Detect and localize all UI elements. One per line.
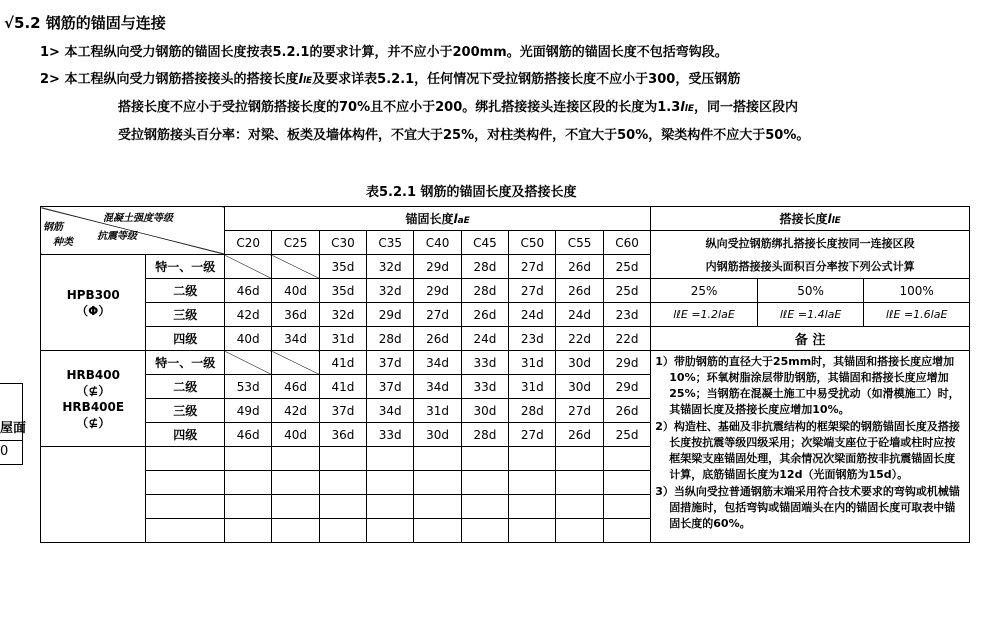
- grade-c20: C20: [225, 231, 272, 255]
- steel-symbol: （Φ）: [76, 303, 111, 318]
- side-label-roof: 屋面: [0, 421, 27, 436]
- value-cell: 26d: [556, 255, 603, 279]
- value-cell: 33d: [367, 423, 414, 447]
- value-cell: 25d: [603, 255, 650, 279]
- value-cell-empty: [225, 255, 272, 279]
- value-cell: 35d: [319, 279, 366, 303]
- table-caption: 表5.2.1 钢筋的锚固长度及搭接长度: [366, 185, 577, 200]
- value-cell: 32d: [319, 303, 366, 327]
- value-cell-empty: [225, 351, 272, 375]
- value-cell: 40d: [272, 279, 319, 303]
- value-cell: 30d: [556, 351, 603, 375]
- value-cell: 31d: [509, 375, 556, 399]
- value-cell: 22d: [603, 327, 650, 351]
- paragraph-2-end: 及要求详表5.2.1，任何情况下受拉钢筋搭接长度不应小于300，受压钢筋: [312, 72, 741, 87]
- value-cell: 29d: [603, 351, 650, 375]
- value-cell: 26d: [414, 327, 461, 351]
- value-cell: 23d: [603, 303, 650, 327]
- grade-c45: C45: [461, 231, 508, 255]
- lap-header-subscript: lE: [831, 216, 841, 226]
- seismic-level: 特一、一级: [146, 351, 225, 375]
- value-cell: 27d: [509, 255, 556, 279]
- value-cell: 41d: [319, 351, 366, 375]
- value-cell: 26d: [556, 279, 603, 303]
- empty-type-cell: [41, 447, 146, 543]
- value-cell: 34d: [367, 399, 414, 423]
- seismic-level: 二级: [146, 279, 225, 303]
- note-2: 2）构造柱、基础及非抗震结构的框架梁的钢筋锚固长度及搭接长度按抗震等级四级采用；次梁端支座位于砼墙或柱时应按框架梁支座锚固处理，其余情况次梁面筋按非抗震锚固长度计算，底筋锚固长度为12d（光面钢筋为15d）。: [655, 420, 960, 481]
- value-cell: 27d: [414, 303, 461, 327]
- value-cell: 32d: [367, 279, 414, 303]
- value-cell: 23d: [509, 327, 556, 351]
- grade-c60: C60: [603, 231, 650, 255]
- value-cell: 37d: [367, 351, 414, 375]
- value-cell: 22d: [556, 327, 603, 351]
- paragraph-1: 1> 本工程纵向受力钢筋的锚固长度按表5.2.1的要求计算，并不应小于200mm。光面钢筋的锚固长度不包括弯钩段。: [40, 45, 728, 60]
- value-cell: 31d: [319, 327, 366, 351]
- value-cell-empty: [272, 255, 319, 279]
- value-cell: 26d: [603, 399, 650, 423]
- grade-c35: C35: [367, 231, 414, 255]
- value-cell: 49d: [225, 399, 272, 423]
- anchor-subscript: aE: [457, 216, 470, 226]
- lap-description: [651, 231, 970, 279]
- value-cell: 26d: [556, 423, 603, 447]
- lap-length-header: [651, 207, 970, 231]
- seismic-level: 二级: [146, 375, 225, 399]
- paragraph-3-start: 搭接长度不应小于受拉钢筋搭接长度的70%且不应小于200。绑扎搭接接头连接区段的长度为1.3: [118, 100, 681, 115]
- lap-subscript-2: lE: [684, 104, 694, 114]
- value-cell: 53d: [225, 375, 272, 399]
- value-cell: 28d: [461, 423, 508, 447]
- value-cell: 42d: [225, 303, 272, 327]
- value-cell: 31d: [414, 399, 461, 423]
- lap-pct-25: 25%: [651, 279, 758, 303]
- remarks-notes: [651, 351, 970, 543]
- paragraph-2-start: 2> 本工程纵向受力钢筋搭接接头的搭接长度: [40, 72, 299, 87]
- value-cell: 28d: [367, 327, 414, 351]
- value-cell: 34d: [272, 327, 319, 351]
- grade-c55: C55: [556, 231, 603, 255]
- value-cell: 34d: [414, 375, 461, 399]
- value-cell: 33d: [461, 351, 508, 375]
- anchor-symbol: l: [453, 212, 458, 226]
- value-cell: 30d: [556, 375, 603, 399]
- value-cell: 30d: [414, 423, 461, 447]
- lap-formula-100: lℓE =1.6laE: [864, 303, 970, 327]
- grade-c50: C50: [509, 231, 556, 255]
- diag-label-type: 种类: [53, 237, 73, 248]
- value-cell: 24d: [509, 303, 556, 327]
- steel-name-2: HRB400E: [62, 399, 125, 414]
- steel-name: HRB400: [66, 367, 120, 382]
- lap-formula-50: lℓE =1.4laE: [757, 303, 864, 327]
- value-cell: 24d: [556, 303, 603, 327]
- value-cell: 35d: [319, 255, 366, 279]
- value-cell: 28d: [509, 399, 556, 423]
- value-cell: 37d: [367, 375, 414, 399]
- diag-label-concrete: 混凝土强度等级: [103, 213, 173, 224]
- value-cell: 34d: [414, 351, 461, 375]
- seismic-level: 三级: [146, 399, 225, 423]
- steel-name: HPB300: [66, 287, 120, 302]
- side-label-zero: 0: [0, 444, 9, 459]
- diagonal-header-cell: [41, 207, 225, 255]
- paragraph-4: 受拉钢筋接头百分率：对梁、板类及墙体构件，不宜大于25%，对柱类构件，不宜大于50%，梁类构件不应大于50%。: [118, 128, 810, 143]
- lap-symbol-2: l: [680, 100, 685, 115]
- anchor-length-header: [225, 207, 651, 231]
- steel-symbol: （⊈）: [76, 383, 111, 398]
- value-cell: 29d: [414, 279, 461, 303]
- value-cell: 27d: [509, 279, 556, 303]
- value-cell: 36d: [272, 303, 319, 327]
- lap-pct-50: 50%: [757, 279, 864, 303]
- lap-subscript: lE: [302, 76, 313, 86]
- value-cell: 25d: [603, 423, 650, 447]
- note-3: 3）当纵向受拉普通钢筋末端采用符合技术要求的弯钩或机械锚固措施时，包括弯钩或锚固端头在内的锚固长度可取表中锚固长度的60%。: [655, 485, 960, 530]
- value-cell: 46d: [272, 375, 319, 399]
- diag-label-seismic: 抗震等级: [97, 231, 137, 242]
- remarks-title: 备 注: [651, 327, 970, 351]
- steel-symbol-2: （⊈）: [76, 415, 111, 430]
- lap-description-line1: 纵向受拉钢筋绑扎搭接长度按同一连接区段: [705, 236, 915, 250]
- value-cell: 36d: [319, 423, 366, 447]
- anchor-length-title: 锚固长度: [405, 212, 454, 226]
- lap-header-symbol: l: [827, 212, 832, 226]
- value-cell: 29d: [367, 303, 414, 327]
- lap-description-line2: 内钢筋搭接接头面积百分率按下列公式计算: [705, 259, 915, 273]
- steel-type-hrb400: [41, 351, 146, 447]
- value-cell-empty: [272, 351, 319, 375]
- value-cell: 30d: [461, 399, 508, 423]
- value-cell: 29d: [603, 375, 650, 399]
- value-cell: 28d: [461, 255, 508, 279]
- paragraph-2: [40, 68, 740, 87]
- section-heading: √5.2 钢筋的锚固与连接: [4, 14, 166, 32]
- value-cell: 41d: [319, 375, 366, 399]
- value-cell: 29d: [414, 255, 461, 279]
- value-cell: 25d: [603, 279, 650, 303]
- value-cell: 42d: [272, 399, 319, 423]
- note-1: 1）带肋钢筋的直径大于25mm时，其锚固和搭接长度应增加10%；环氧树脂涂层带肋钢筋，其锚固和搭接长度应增加25%；当钢筋在混凝土施工中易受扰动（如滑模施工）时，其锚固长度及搭接长度应增加10%。: [655, 355, 960, 416]
- grade-c25: C25: [272, 231, 319, 255]
- steel-type-hpb300: [41, 255, 146, 351]
- value-cell: 31d: [509, 351, 556, 375]
- seismic-level: 四级: [146, 327, 225, 351]
- value-cell: 46d: [225, 423, 272, 447]
- value-cell: 27d: [509, 423, 556, 447]
- diag-label-rebar: 钢筋: [43, 222, 63, 233]
- seismic-level: 三级: [146, 303, 225, 327]
- paragraph-3: [118, 96, 798, 115]
- value-cell: 46d: [225, 279, 272, 303]
- lap-formula-25: lℓE =1.2laE: [651, 303, 758, 327]
- grade-c30: C30: [319, 231, 366, 255]
- value-cell: 33d: [461, 375, 508, 399]
- value-cell: 28d: [461, 279, 508, 303]
- seismic-level: 特一、一级: [146, 255, 225, 279]
- paragraph-3-end: ，同一搭接区段内: [694, 100, 799, 115]
- value-cell: 40d: [225, 327, 272, 351]
- value-cell: 26d: [461, 303, 508, 327]
- value-cell: 32d: [367, 255, 414, 279]
- value-cell: 40d: [272, 423, 319, 447]
- grade-c40: C40: [414, 231, 461, 255]
- anchorage-table: [40, 206, 970, 543]
- value-cell: 24d: [461, 327, 508, 351]
- value-cell: 37d: [319, 399, 366, 423]
- lap-length-title: 搭接长度: [779, 212, 828, 226]
- side-divider: [0, 440, 22, 441]
- seismic-level: 四级: [146, 423, 225, 447]
- value-cell: 27d: [556, 399, 603, 423]
- lap-pct-100: 100%: [864, 279, 970, 303]
- lap-symbol: l: [298, 72, 303, 87]
